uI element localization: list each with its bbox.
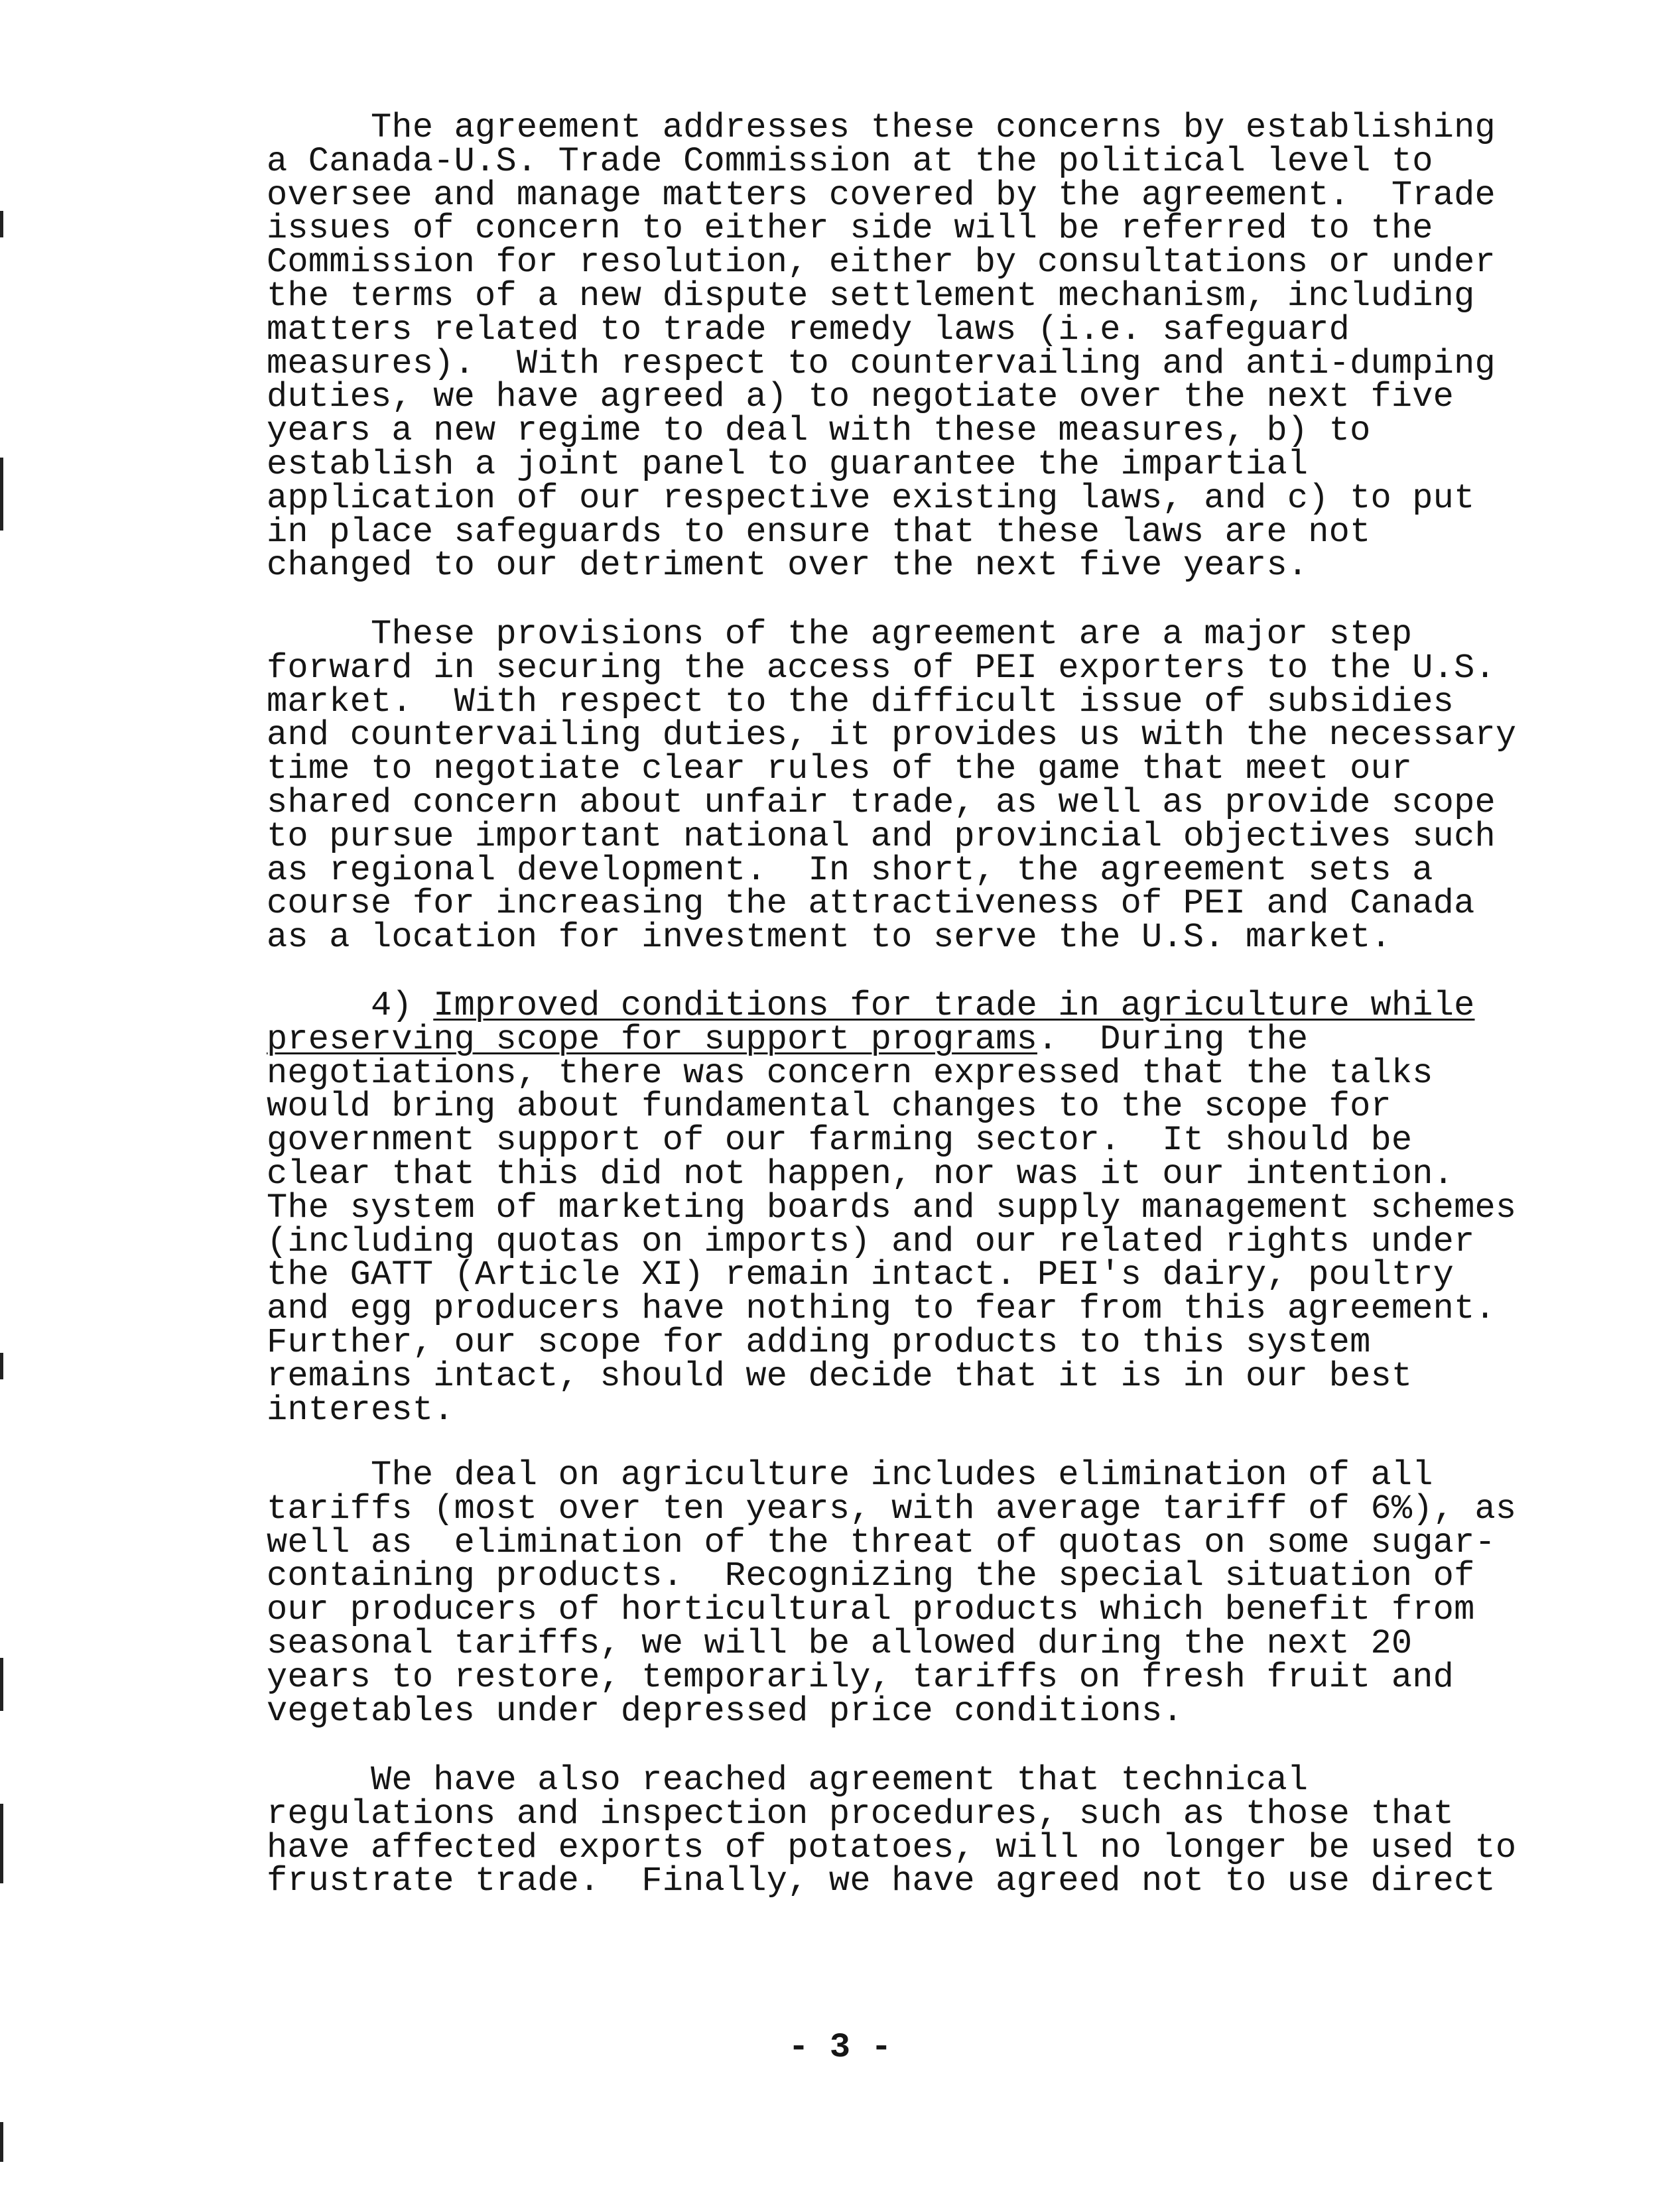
text-line: The system of marketing boards and supply management schemes	[267, 1188, 1517, 1227]
text-line: These provisions of the agreement are a major step	[267, 615, 1413, 654]
scan-edge-mark	[0, 458, 3, 531]
text-line: years a new regime to deal with these measures, b) to	[267, 411, 1371, 451]
paragraph-agriculture-deal	[267, 1456, 1517, 1731]
text-line: containing products. Recognizing the special situation of	[267, 1556, 1475, 1596]
text-line: would bring about fundamental changes to the scope for	[267, 1087, 1391, 1127]
paragraph-agriculture	[267, 986, 1517, 1430]
text-line: . During the	[1037, 1019, 1309, 1059]
section-heading-continued: preserving scope for support programs	[267, 1019, 1037, 1059]
text-line: and egg producers have nothing to fear from this agreement.	[267, 1289, 1496, 1329]
text-line: changed to our detriment over the next five years.	[267, 546, 1309, 586]
text-line: the GATT (Article XI) remain intact. PEI's dairy, poultry	[267, 1255, 1454, 1295]
text-line: our producers of horticultural products which benefit from	[267, 1590, 1475, 1630]
text-line: (including quotas on imports) and our related rights under	[267, 1222, 1475, 1261]
text-line: frustrate trade. Finally, we have agreed not to use direct	[267, 1861, 1496, 1901]
section-heading: Improved conditions for trade in agriculture while	[433, 986, 1475, 1025]
text-line: shared concern about unfair trade, as well as provide scope	[267, 783, 1496, 822]
text-line: clear that this did not happen, nor was it our intention.	[267, 1154, 1454, 1194]
page-number: - 3 -	[788, 2028, 892, 2067]
text-line: matters related to trade remedy laws (i.e. safeguard	[267, 310, 1350, 349]
text-line: remains intact, should we decide that it is in our best	[267, 1356, 1413, 1396]
text-line: have affected exports of potatoes, will no longer be used to	[267, 1828, 1517, 1867]
text-line: We have also reached agreement that technical	[267, 1761, 1309, 1800]
text-line: establish a joint panel to guarantee the impartial	[267, 444, 1309, 484]
text-line: forward in securing the access of PEI exporters to the U.S.	[267, 648, 1496, 688]
text-line: negotiations, there was concern expressed that the talks	[267, 1053, 1433, 1093]
text-line: application of our respective existing laws, and c) to put	[267, 478, 1475, 518]
scan-edge-mark	[0, 2122, 3, 2162]
scan-edge-mark	[0, 1804, 3, 1883]
text-line: well as elimination of the threat of quotas on some sugar-	[267, 1523, 1496, 1562]
text-line: interest.	[267, 1390, 454, 1430]
text-line: the terms of a new dispute settlement mechanism, including	[267, 276, 1475, 316]
text-line: tariffs (most over ten years, with average tariff of 6%), as	[267, 1489, 1517, 1529]
text-line: in place safeguards to ensure that these laws are not	[267, 512, 1371, 552]
text-line: to pursue important national and provincial objectives such	[267, 816, 1496, 856]
paragraph-trade-commission	[267, 108, 1496, 586]
text-line: market. With respect to the difficult issue of subsidies	[267, 682, 1454, 722]
paragraph-provisions	[267, 615, 1517, 958]
text-line: and countervailing duties, it provides us with the necessary	[267, 716, 1517, 755]
heading-prefix: 4)	[267, 986, 434, 1025]
text-line: Commission for resolution, either by consultations or under	[267, 243, 1496, 282]
text-line: The agreement addresses these concerns by establishing	[267, 108, 1496, 147]
text-line: vegetables under depressed price conditions.	[267, 1691, 1183, 1731]
text-line: time to negotiate clear rules of the game that meet our	[267, 749, 1413, 789]
text-line: government support of our farming sector. It should be	[267, 1121, 1413, 1161]
text-line: as regional development. In short, the agreement sets a	[267, 850, 1433, 890]
text-line: years to restore, temporarily, tariffs on fresh fruit and	[267, 1657, 1454, 1697]
scan-edge-mark	[0, 1353, 3, 1379]
text-line: The deal on agriculture includes elimination of all	[267, 1456, 1433, 1495]
paragraph-technical-regulations	[267, 1761, 1517, 1901]
text-line: course for increasing the attractiveness of PEI and Canada	[267, 884, 1475, 924]
text-line: duties, we have agreed a) to negotiate over the next five	[267, 377, 1454, 417]
text-line: regulations and inspection procedures, such as those that	[267, 1794, 1454, 1834]
scan-edge-mark	[0, 211, 3, 237]
text-line: Further, our scope for adding products to this system	[267, 1322, 1371, 1362]
text-line: as a location for investment to serve the U.S. market.	[267, 918, 1391, 958]
scan-edge-mark	[0, 1658, 3, 1711]
text-line: oversee and manage matters covered by the agreement. Trade	[267, 175, 1496, 215]
text-line: seasonal tariffs, we will be allowed during the next 20	[267, 1623, 1413, 1663]
text-line: issues of concern to either side will be referred to the	[267, 209, 1433, 249]
text-line: measures). With respect to countervailing and anti-dumping	[267, 344, 1496, 383]
text-line: a Canada-U.S. Trade Commission at the political level to	[267, 141, 1433, 181]
